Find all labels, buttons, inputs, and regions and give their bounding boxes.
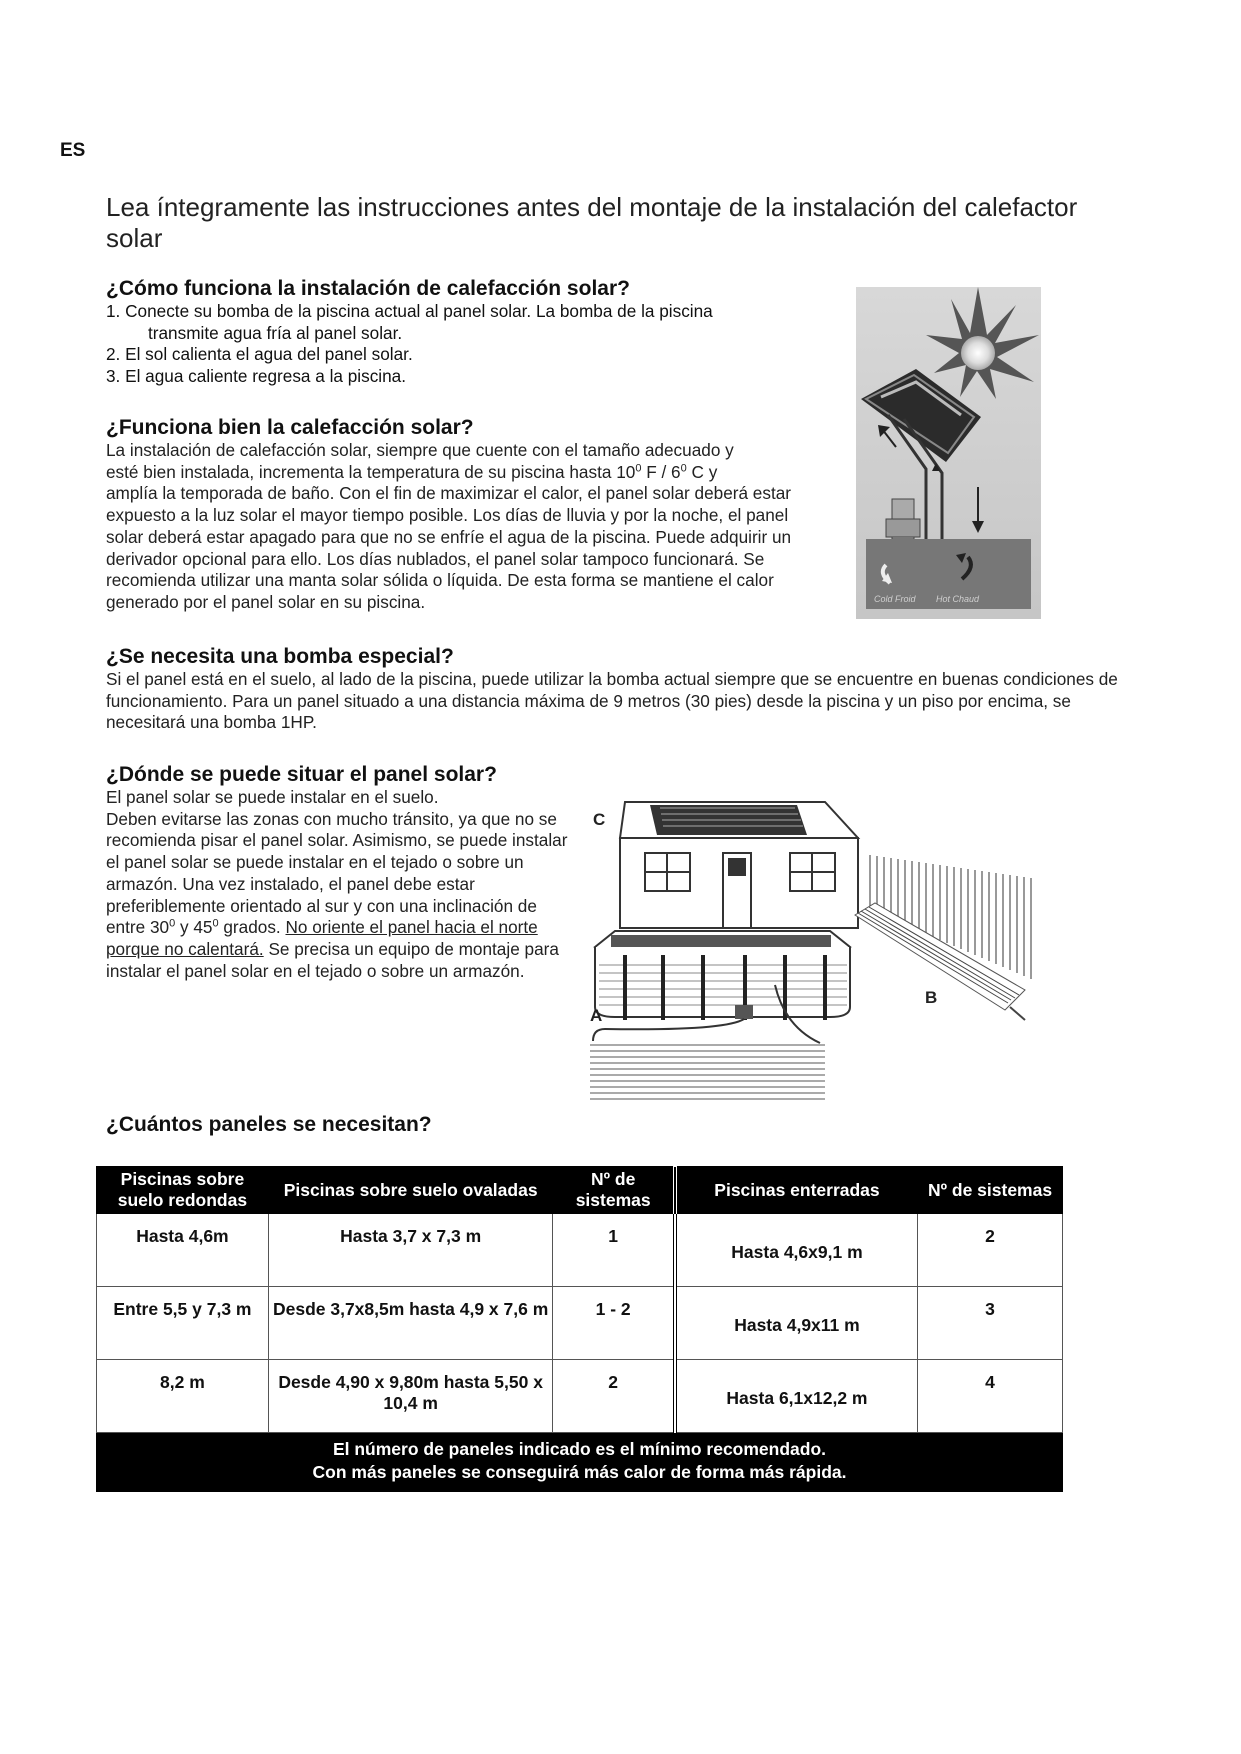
installation-locations-illustration xyxy=(585,795,1045,1115)
table-cell: Desde 3,7x8,5m hasta 4,9 x 7,6 m xyxy=(268,1287,553,1360)
section-does-it-work xyxy=(106,416,846,614)
footer-line: Con más paneles se conseguirá más calor de forma más rápida. xyxy=(312,1462,847,1482)
text-line xyxy=(106,462,846,484)
table-footer xyxy=(97,1433,1063,1492)
table-footer-row xyxy=(97,1433,1063,1492)
list-item: 1. Conecte su bomba de la piscina actual al panel solar. La bomba de la piscina xyxy=(106,301,713,321)
house-icon xyxy=(620,802,858,928)
superscript: 0 xyxy=(680,461,687,474)
table-cell: 2 xyxy=(553,1360,675,1433)
label-a: A xyxy=(590,1006,603,1025)
section-special-pump xyxy=(106,645,1146,734)
list-item: transmite agua fría al panel solar. xyxy=(148,322,403,343)
table-cell: Desde 4,90 x 9,80m hasta 5,50 x 10,4 m xyxy=(268,1360,553,1433)
list-item: 2. El sol calienta el agua del panel solar. xyxy=(106,344,413,365)
footer-line: El número de paneles indicado es el mínimo recomendado. xyxy=(332,1439,827,1459)
table-cell: 1 - 2 xyxy=(553,1287,675,1360)
paragraph: Si el panel está en el suelo, al lado de la piscina, puede utilizar la bomba actual siempre que se encuentre en buenas condiciones de funcionamiento. Para un panel situado a una distancia máxima de 9 metros (30 pies) desde la piscina y un piso por encima, se necesitará una bomba 1HP. xyxy=(106,669,1118,733)
text-span: esté bien instalada, incrementa la temperatura de su piscina hasta 10 xyxy=(106,461,636,482)
section-heading: ¿Funciona bien la calefacción solar? xyxy=(106,416,474,439)
language-code: ES xyxy=(60,140,86,161)
text-block: amplía la temporada de baño. Con el fin de maximizar el calor, el panel solar deberá estar expuesto a la luz solar el mayor tiempo posible. Los días de lluvia y por la noche, el panel solar deberá estar apagado para que no se enfríe el agua de la piscina. Puede adquirir un derivador opcional para ello. Los días nublados, el panel solar tampoco funcionará. Se recomienda utilizar una manta solar sólida o líquida. De esta forma se mantiene el calor generado por el panel solar en su piscina. xyxy=(106,483,792,612)
superscript: 0 xyxy=(212,917,219,930)
text-span: F / 6 xyxy=(641,461,681,482)
table-cell: Hasta 3,7 x 7,3 m xyxy=(268,1214,553,1287)
text-span: Se precisa un equipo de montaje para instalar el panel solar en el tejado o sobre un armazón. xyxy=(106,938,559,981)
text-span: grados. xyxy=(218,917,286,938)
text-block xyxy=(106,809,576,983)
hot-label: Hot Chaud xyxy=(936,594,980,604)
table-cell: Hasta 4,6x9,1 m xyxy=(675,1214,918,1287)
section-how-it-works xyxy=(106,277,826,388)
column-header: Piscinas enterradas xyxy=(675,1167,918,1214)
superscript: 0 xyxy=(635,461,642,474)
text-line: El panel solar se puede instalar en el suelo. xyxy=(106,787,439,807)
table-row xyxy=(97,1287,1063,1360)
column-header: Nº de sistemas xyxy=(918,1167,1063,1214)
table-row xyxy=(97,1214,1063,1287)
column-header: Piscinas sobre suelo ovaladas xyxy=(268,1167,553,1214)
label-b: B xyxy=(925,988,938,1007)
panel-count-table xyxy=(96,1166,1063,1492)
solar-heating-diagram xyxy=(856,287,1041,619)
text-span: Deben evitarse las zonas con mucho tránsito, ya que no se recomienda pisar el panel solar. Asimismo, se puede instalar el panel solar se puede instalar en el tejado o sobre un armazón. Una vez instalado, el panel debe estar preferiblemente orientado al sur y con una inclinación de entre 30 xyxy=(106,808,568,938)
table-cell: 2 xyxy=(918,1214,1063,1287)
page-title: Lea íntegramente las instrucciones antes del montaje de la instalación del calefactor solar xyxy=(106,192,1078,253)
table-cell: 4 xyxy=(918,1360,1063,1433)
cold-label: Cold Froid xyxy=(874,594,916,604)
label-c: C xyxy=(593,810,606,829)
table-cell: Entre 5,5 y 7,3 m xyxy=(97,1287,269,1360)
text-span: C y xyxy=(686,461,718,482)
superscript: 0 xyxy=(169,917,176,930)
column-header: Piscinas sobre suelo redondas xyxy=(97,1167,269,1214)
list-item: 3. El agua caliente regresa a la piscina. xyxy=(106,366,407,387)
table-cell: 3 xyxy=(918,1287,1063,1360)
steps-list xyxy=(106,301,826,388)
table-cell: 8,2 m xyxy=(97,1360,269,1433)
paragraph xyxy=(106,787,576,982)
paragraph xyxy=(106,440,846,614)
section-heading: ¿Cómo funciona la instalación de calefacción solar? xyxy=(106,277,630,300)
section-panel-location xyxy=(106,763,576,982)
section-heading: ¿Se necesita una bomba especial? xyxy=(106,645,454,668)
table-cell: 1 xyxy=(553,1214,675,1287)
column-header: Nº de sistemas xyxy=(553,1167,675,1214)
text-span: y 45 xyxy=(175,917,213,938)
section-heading: ¿Dónde se puede situar el panel solar? xyxy=(106,763,497,786)
warning-underlined: No oriente el panel hacia el norte porque no calentará. xyxy=(106,917,538,959)
table-header-row xyxy=(97,1167,1063,1214)
table-row xyxy=(97,1360,1063,1433)
text-line: La instalación de calefacción solar, siempre que cuente con el tamaño adecuado y xyxy=(106,440,734,460)
table-cell: Hasta 4,6m xyxy=(97,1214,269,1287)
section-panel-count xyxy=(106,1113,432,1137)
table-cell: Hasta 4,9x11 m xyxy=(675,1287,918,1360)
pool-frame-icon xyxy=(595,931,850,1020)
ground-solar-panel-a xyxy=(590,1045,825,1099)
table-cell: Hasta 6,1x12,2 m xyxy=(675,1360,918,1433)
section-heading: ¿Cuántos paneles se necesitan? xyxy=(106,1113,432,1136)
